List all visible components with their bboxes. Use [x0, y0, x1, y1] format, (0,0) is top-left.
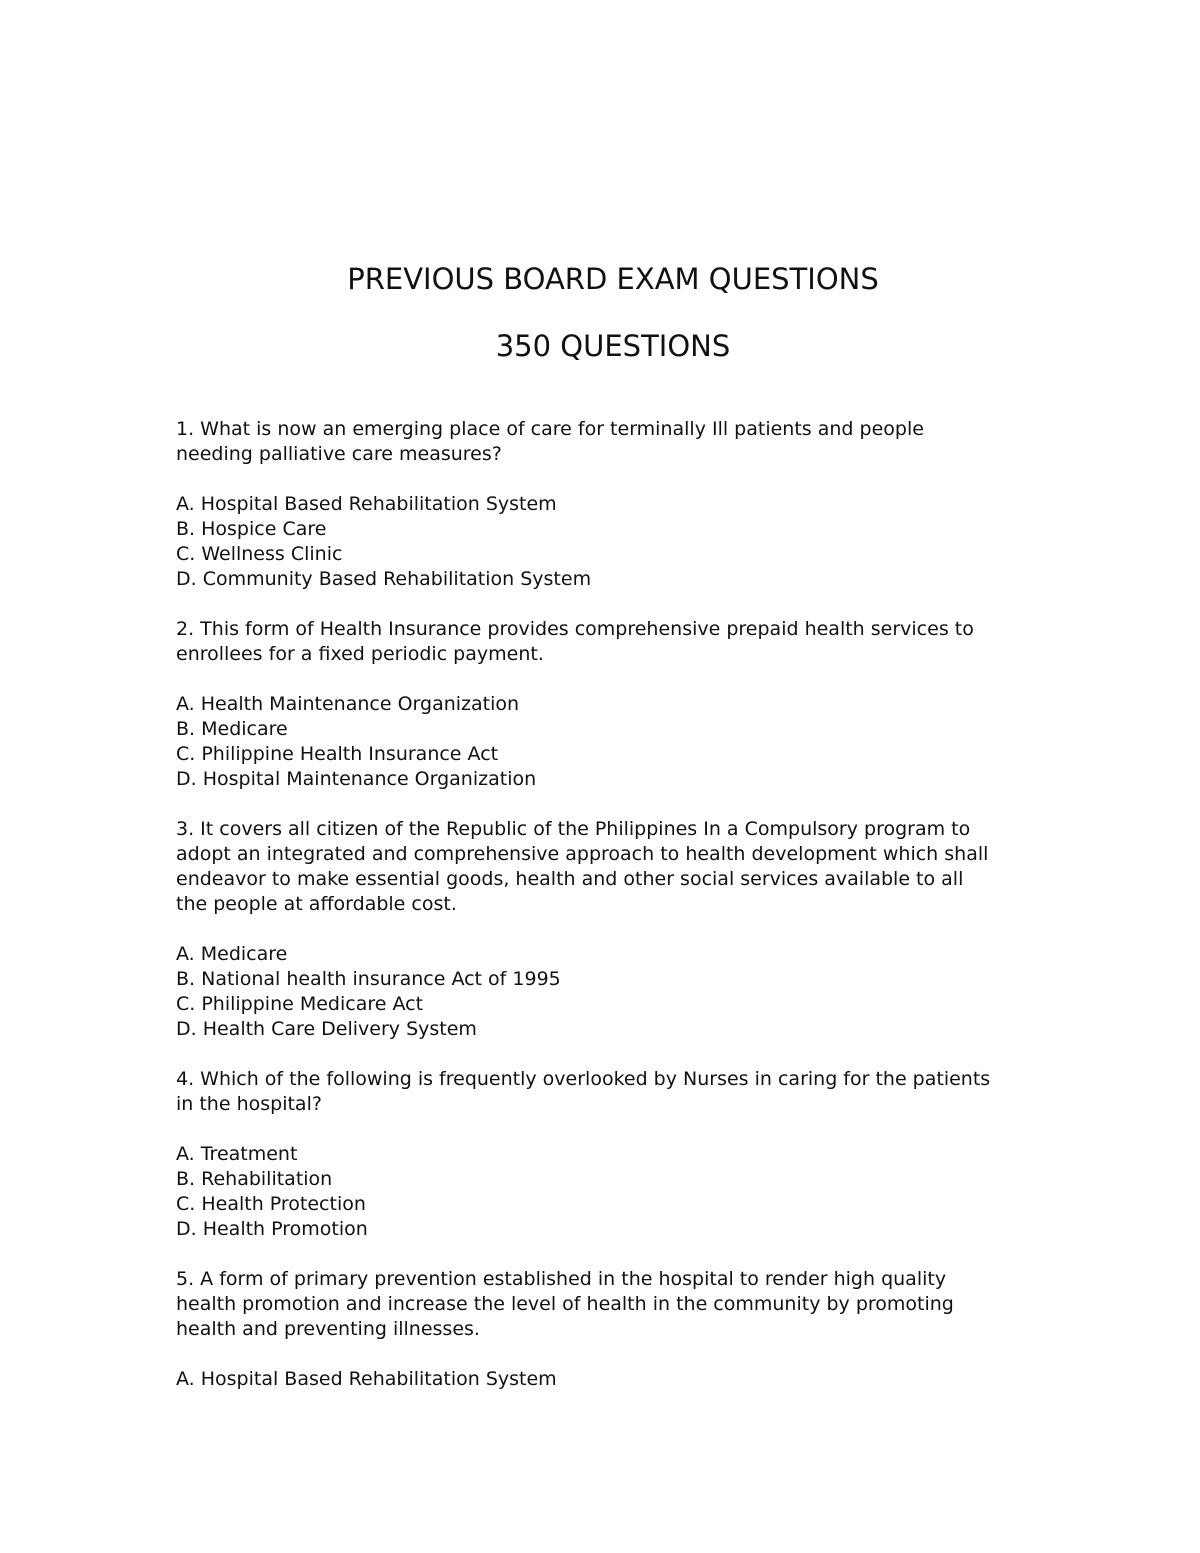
question-stem-line: 5. A form of primary prevention established in the hospital to render high quality	[176, 1268, 947, 1290]
answer-option: D. Community Based Rehabilitation System	[176, 568, 592, 590]
question-1	[176, 417, 1056, 592]
question-stem-line: endeavor to make essential goods, health and other social services available to all	[176, 868, 964, 890]
question-stem-line: 2. This form of Health Insurance provides comprehensive prepaid health services to	[176, 618, 974, 640]
question-3	[176, 817, 1056, 1042]
answer-option: A. Hospital Based Rehabilitation System	[176, 493, 557, 515]
answer-option: D. Hospital Maintenance Organization	[176, 768, 537, 790]
answer-option: A. Treatment	[176, 1143, 298, 1165]
question-stem-line: adopt an integrated and comprehensive approach to health development which shall	[176, 843, 989, 865]
answer-option: A. Medicare	[176, 943, 288, 965]
question-stem-line: health and preventing illnesses.	[176, 1318, 480, 1340]
question-stem-line: 4. Which of the following is frequently overlooked by Nurses in caring for the patients	[176, 1068, 991, 1090]
question-stem	[176, 817, 1056, 917]
answer-option: B. Hospice Care	[176, 518, 327, 540]
answer-option: B. Rehabilitation	[176, 1168, 333, 1190]
question-stem	[176, 417, 1056, 467]
question-stem	[176, 617, 1056, 667]
answer-option: A. Hospital Based Rehabilitation System	[176, 1368, 557, 1390]
question-list	[176, 417, 1056, 1417]
answer-option: D. Health Promotion	[176, 1218, 368, 1240]
question-stem-line: 1. What is now an emerging place of care for terminally Ill patients and people	[176, 418, 924, 440]
answer-option: D. Health Care Delivery System	[176, 1018, 477, 1040]
question-2	[176, 617, 1056, 792]
question-stem	[176, 1267, 1056, 1342]
answer-option: C. Health Protection	[176, 1193, 366, 1215]
document-subtitle: 350 QUESTIONS	[495, 329, 731, 363]
answer-option: C. Philippine Health Insurance Act	[176, 743, 499, 765]
question-stem-line: 3. It covers all citizen of the Republic of the Philippines In a Compulsory program to	[176, 818, 971, 840]
question-stem	[176, 1067, 1056, 1117]
answer-option: B. Medicare	[176, 718, 288, 740]
question-stem-line: enrollees for a fixed periodic payment.	[176, 643, 544, 665]
answer-option: A. Health Maintenance Organization	[176, 693, 520, 715]
answer-option: C. Philippine Medicare Act	[176, 993, 424, 1015]
answer-option: C. Wellness Clinic	[176, 543, 343, 565]
question-stem-line: the people at affordable cost.	[176, 893, 457, 915]
question-4	[176, 1067, 1056, 1242]
question-stem-line: needing palliative care measures?	[176, 443, 502, 465]
question-stem-line: health promotion and increase the level of health in the community by promoting	[176, 1293, 954, 1315]
document-title: PREVIOUS BOARD EXAM QUESTIONS	[347, 262, 879, 296]
question-stem-line: in the hospital?	[176, 1093, 322, 1115]
question-5	[176, 1267, 1056, 1392]
answer-option: B. National health insurance Act of 1995	[176, 968, 561, 990]
